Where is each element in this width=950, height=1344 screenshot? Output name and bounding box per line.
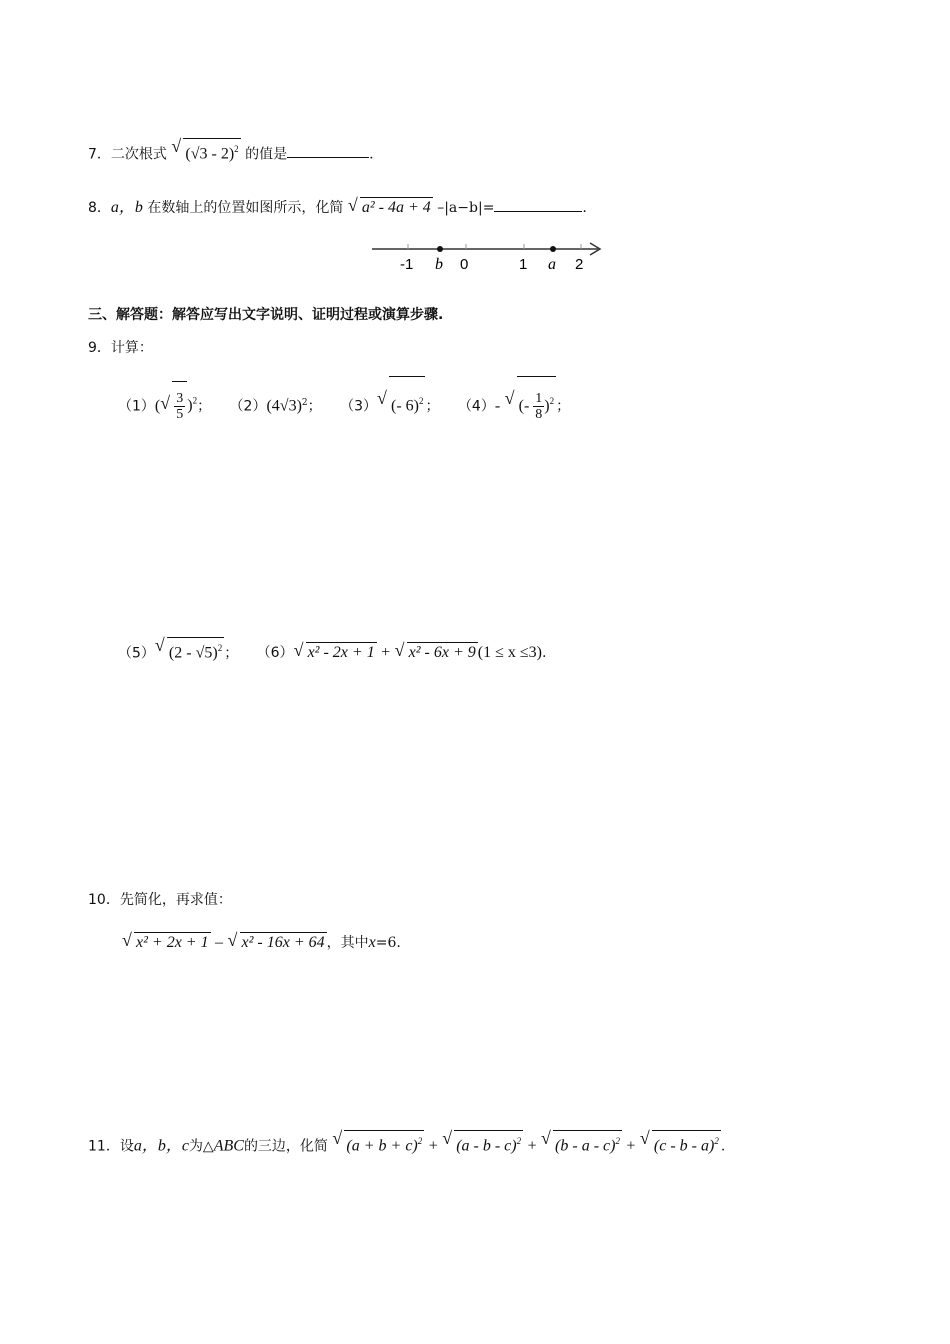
tick-label: 2 — [575, 256, 584, 273]
question-8: 8．a，b 在数轴上的位置如图所示，化简 √ a² - 4a + 4 –|a−b|= . — [88, 197, 587, 218]
q8-minus: –|a−b|= — [432, 200, 495, 216]
point-a — [550, 246, 556, 252]
q9-row-1 — [118, 376, 584, 424]
q9-part-6: （6）√ x² - 2x + 1 + √ x² - 6x + 9 (1 ≤ x ≤3). — [257, 645, 547, 661]
q7-answer-blank — [287, 143, 369, 158]
point-b — [437, 246, 443, 252]
question-11: 11．设a，b，c为△ABC的三边，化简 √ $(a + b + c)^2$ + √ (a - b - c)$^2$ + √ (b - a - c)$^2$ + √ (c - b - a)$^2$ . — [88, 1130, 725, 1156]
q10-label: 10．先简化，再求值： — [88, 892, 232, 908]
q10-expression: √ x² + 2x + 1 – √ x² - 16x + 64 ，其中x=6. — [122, 932, 401, 953]
q9-part-3: （3）√ (- 6)$^2$ ； — [340, 376, 439, 430]
q8-label: 8． — [88, 200, 111, 216]
q9-part-1: （1）( √ $\frac{3}{5}$ )$^2$； — [118, 377, 211, 430]
q9-row-2 — [118, 637, 546, 663]
question-7: 7．二次根式 √ (√3 - 2)$^2$ 的值是 . — [88, 138, 374, 164]
q9-part-5: （5）√ (2 - √5)$^2$ ； — [118, 637, 238, 663]
q8-answer-blank — [494, 197, 582, 212]
q7-sqrt: √ (√3 - 2)$^2$ — [171, 138, 240, 164]
tick-label: a — [548, 256, 556, 273]
number-line-figure — [370, 238, 606, 274]
q8-sqrt: √ a² - 4a + 4 — [348, 197, 433, 218]
q9-part-4: （4）- √ (- $\frac{1}{8}$ )$^2$ ； — [458, 376, 570, 430]
q7-label: 7．二次根式 — [88, 146, 167, 163]
q9-part-2: $(2)(4√3)^2$； — [229, 397, 322, 415]
q7-tail: 的值是 — [245, 146, 288, 163]
q8-text: 在数轴上的位置如图所示，化简 — [147, 200, 344, 216]
tick-label: 0 — [460, 256, 469, 273]
number-line — [370, 238, 606, 274]
tick-label: b — [435, 256, 443, 273]
tick-label: -1 — [400, 256, 414, 273]
section-3-title: 三、解答题：解答应写出文字说明、证明过程或演算步骤. — [88, 307, 444, 323]
q9-label: 9．计算： — [88, 340, 153, 356]
tick-label: 1 — [519, 256, 528, 273]
